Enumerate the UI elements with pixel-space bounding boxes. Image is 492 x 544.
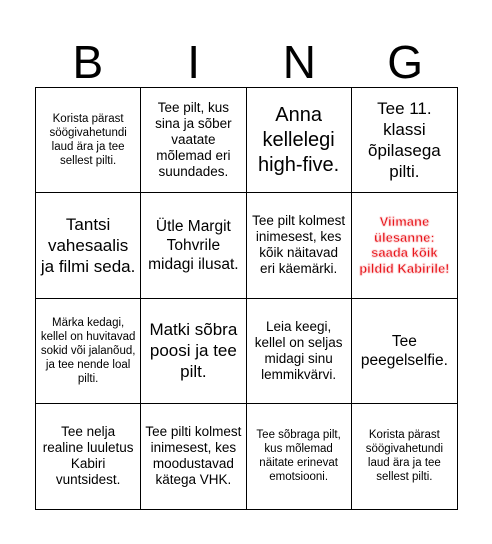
bingo-cell[interactable] bbox=[352, 404, 457, 509]
bingo-cell-text: Tee peegelselfie. bbox=[360, 332, 448, 369]
bingo-grid bbox=[35, 87, 458, 510]
bingo-cell[interactable] bbox=[141, 404, 246, 509]
bingo-cell-text: Ütle Margit Tohvrile midagi ilusat. bbox=[148, 217, 239, 273]
bingo-cell-text: Tee nelja realine luuletus Kabiri vuntsidest. bbox=[42, 424, 134, 488]
bingo-cell-text: Leia keegi, kellel on seljas midagi sinu lemmikvärvi. bbox=[254, 318, 343, 382]
bingo-cell-text: Korista pärast söögivahetundi laud ära ja tee sellest pilti. bbox=[49, 113, 127, 168]
bingo-cell-text: Tee sõbraga pilt, kus mõlemad näitate erinevat emotsiooni. bbox=[256, 429, 341, 484]
bingo-cell[interactable] bbox=[36, 404, 141, 509]
bingo-header bbox=[35, 38, 458, 86]
bingo-cell[interactable] bbox=[352, 88, 457, 193]
bingo-cell-text: Tantsi vahesaalis ja filmi seda. bbox=[40, 214, 136, 276]
bingo-cell[interactable] bbox=[247, 193, 352, 298]
bingo-cell-text: Tee pilt kolmest inimesest, kes kõik näitavad eri käemärki. bbox=[252, 213, 346, 277]
bingo-cell-text: Korista pärast söögivahetundi laud ära ja tee sellest pilti. bbox=[365, 429, 444, 484]
bingo-cell-text: Tee pilti kolmest inimesest, kes moodustavad kätega VHK. bbox=[145, 424, 242, 488]
bingo-cell[interactable] bbox=[36, 299, 141, 404]
bingo-cell-text: Matki sõbra poosi ja tee pilt. bbox=[149, 320, 238, 382]
bingo-cell[interactable] bbox=[141, 88, 246, 193]
bingo-cell[interactable] bbox=[247, 299, 352, 404]
bingo-cell[interactable] bbox=[36, 88, 141, 193]
bingo-cell-text: Tee pilt, kus sina ja sõber vaatate mõlemad eri suundades. bbox=[155, 100, 232, 180]
bingo-cell[interactable] bbox=[247, 404, 352, 509]
bingo-cell[interactable] bbox=[141, 193, 246, 298]
bingo-cell-text: Viimane ülesanne: saada kõik pildid Kabirile! bbox=[359, 214, 450, 276]
bingo-cell[interactable] bbox=[352, 299, 457, 404]
bingo-cell-text: Anna kellelegi high-five. bbox=[258, 103, 340, 176]
bingo-cell-text: Märka kedagi, kellel on huvitavad sokid või jalanõud, ja tee nende loal pilti. bbox=[40, 316, 136, 385]
header-letter-b: B bbox=[72, 36, 104, 88]
bingo-cell[interactable] bbox=[36, 193, 141, 298]
header-letter-n: N bbox=[282, 36, 316, 88]
bingo-cell[interactable] bbox=[247, 88, 352, 193]
header-letter-i: I bbox=[187, 36, 201, 88]
header-letter-g: G bbox=[387, 36, 424, 88]
bingo-cell[interactable] bbox=[352, 193, 457, 298]
bingo-cell[interactable] bbox=[141, 299, 246, 404]
bingo-cell-text: Tee 11. klassi õpilasega pilti. bbox=[367, 99, 441, 182]
